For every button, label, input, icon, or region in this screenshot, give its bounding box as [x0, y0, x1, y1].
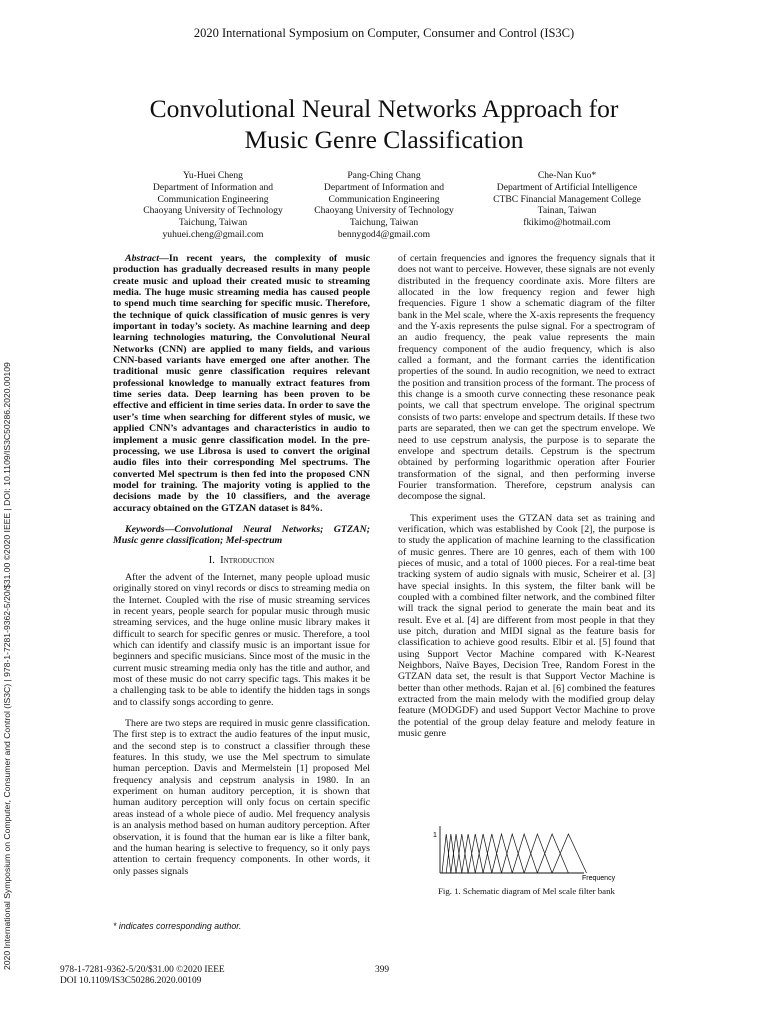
paper-title: [84, 93, 684, 155]
mel-filter-triangle: [475, 834, 492, 873]
keywords: Keywords—Convolutional Neural Networks; GTZAN; Music genre classification; Mel-spectrum: [113, 523, 370, 547]
author-affiliation: Department of Information and: [323, 181, 445, 193]
author-city: Tainan, Taiwan: [537, 205, 597, 217]
author-block-3: [447, 170, 687, 229]
footnote: * indicates corresponding author.: [113, 921, 242, 931]
abstract-text: —In recent years, the complexity of music production has gradually decreased results in many people create music and upload their created music to streaming media. The huge music streaming media has caused people to spend much time searching for specific music. Therefore, the technique of quick classification of music genres is very important in today’s society. As machine learning and deep learning technologies maturing, the Convolutional Neural Networks (CNN) are applied to many fields, and various CNN-based variants have emerged one after another. The traditional music genre classification requires relevant professional knowledge to manually extract features from time series data. Deep learning has been proven to be effective and efficient in time series data. In order to save the user’s time when searching for different styles of music, we applied CNN’s advantages and characteristics in audio to implement a music genre classification model. In the pre-processing, we use Librosa is used to convert the original audio files into their corresponding Mel spectrums. The converted Mel spectrum is then fed into the proposed CNN model for training. The majority voting is applied to the decisions made by the 10 classifiers, and the average accuracy obtained on the GTZAN dataset is 84%.: [113, 253, 370, 514]
section-number: I.: [208, 554, 215, 566]
mel-filter-triangle: [537, 834, 568, 873]
author-affiliation: Department of Information and: [152, 181, 274, 193]
right-paragraph-2: This experiment uses the GTZAN data set as training and verification, which was established by Cook [2], the purpose is to study the application of machine learning to the classification of music genres. There are 10 genres, each of them with 100 pieces of music, and a total of 1000 pieces. For a real-time beat tracking system of audio signals with music, Scheirer et al. [3] have special insights. In this system, the filter bank will be coupled with a combined filter network, and the combined filter will track the signal period to generate the main beat and its result. Eve et al. [4] are different from most people in that they use pitch, duration and MIDI signal as the feature basis for classification to achieve good results. Elbir et al. [5] found that using Support Vector Machine compared with K-Nearest Neighbors, Naïve Bayes, Decision Tree, Random Forest in the GTZAN data set, the result is that Support Vector Machine is better than other methods. Rajan et al. [6] combined the features extracted from the main melody with the modified group delay feature (MODGDF) and used Support Vector Machine to prove the potential of the group delay feature and melody feature in music genre: [398, 512, 655, 740]
mel-filter-bank-figure: [432, 822, 622, 888]
author-city: Taichung, Taiwan: [178, 217, 248, 229]
sidebar-doi-strip: 2020 International Symposium on Computer, Consumer and Control (IS3C) | 978-1-7281-9362-5/20/$31.00 ©2020 IEEE | DOI: 10.1109/IS3C50286.2020.00109: [2, 362, 12, 970]
author-name: Yu-Huei Cheng: [183, 170, 243, 181]
author-affiliation: Communication Engineering: [328, 193, 440, 205]
right-column: [398, 253, 655, 739]
conference-header: 2020 International Symposium on Computer, Consumer and Control (IS3C): [193, 26, 575, 40]
triangular-filters: [442, 834, 587, 873]
author-affiliation: Chaoyang University of Technology: [314, 205, 454, 217]
mel-filter-triangle: [524, 834, 552, 873]
author-affiliation: Communication Engineering: [157, 193, 269, 205]
section-heading-introduction: [113, 555, 370, 566]
mel-filter-triangle: [451, 834, 462, 873]
mel-filter-triangle: [468, 834, 483, 873]
mel-filter-triangle: [552, 834, 586, 873]
author-affiliation: Chaoyang University of Technology: [143, 205, 283, 217]
mel-filter-triangle: [456, 834, 468, 873]
figure-caption: Fig. 1. Schematic diagram of Mel scale filter bank: [438, 886, 615, 896]
title-line-2: Music Genre Classification: [244, 125, 524, 154]
author-city: Taichung, Taiwan: [349, 217, 419, 229]
mel-filter-triangle: [446, 834, 456, 873]
author-affiliation: CTBC Financial Management College: [493, 193, 641, 205]
author-affiliation: Department of Artificial Intelligence: [496, 181, 638, 193]
intro-paragraph-2: There are two steps are required in music genre classification. The first step is to extract the audio features of the input music, and the second step is to construct a classifier through these features. In this study, we use the Mel spectrum to simulate human perception. Davis and Mermelstein [1] proposed Mel frequency analysis and cepstrum analysis in 1980. In an experiment on human auditory perception, it is shown that human auditory perception will only focus on certain specific areas instead of a whole piece of audio. Mel frequency analysis is an analysis method based on human auditory perception. After observation, it is found that the human ear is like a filter bank, and the human hearing is selective to frequency, so it only pays attention to certain frequency components. In other words, it only passes signals: [113, 718, 370, 877]
abstract-label: Abstract: [125, 253, 160, 264]
author-email[interactable]: bennygod4@gmail.com: [337, 228, 431, 240]
title-line-1: Convolutional Neural Networks Approach for: [149, 94, 619, 123]
section-title: Introduction: [220, 554, 275, 566]
figure-x-axis-label: Frequency: [582, 875, 616, 882]
mel-filter-triangle: [442, 834, 451, 873]
mel-filter-triangle: [492, 834, 512, 873]
footer-isbn: 978-1-7281-9362-5/20/$31.00 ©2020 IEEE: [60, 965, 225, 975]
figure-y-tick-label: 1: [433, 832, 437, 839]
mel-filter-triangle: [501, 834, 524, 873]
author-email[interactable]: yuhuei.cheng@gmail.com: [162, 228, 264, 240]
page-number: 399: [375, 965, 390, 975]
abstract: [113, 253, 370, 514]
footer-doi: DOI 10.1109/IS3C50286.2020.00109: [60, 976, 202, 986]
author-name: Pang-Ching Chang: [347, 170, 421, 181]
intro-paragraph-1: After the advent of the Internet, many people upload music originally stored on vinyl records or discs to streaming media on the Internet. Coupled with the rise of music streaming services in recent years, people search for popular music through music streaming services, and the huge online music library makes it difficult to search for specific genres or music. Therefore, a tool which can identify and classify music is an important issue for beginners and specific musicians. Since most of the music in the current music streaming media only has the title and author, and most of these music do not carry specific tags. This makes it be a challenging task to be able to identify the hidden tags in songs and to classify songs according to genre.: [113, 571, 370, 708]
footer-copyright: [60, 965, 225, 987]
mel-filter-triangle: [462, 834, 475, 873]
mel-filter-triangle: [483, 834, 501, 873]
right-paragraph-1: of certain frequencies and ignores the frequency signals that it does not want to perceive. However, these signals are not evenly distributed in the frequency coordinate axis. More filters are allocated in the low frequency region and fewer high frequencies. Figure 1 show a schematic diagram of the filter bank in the Mel scale, where the X-axis represents the frequency and the Y-axis represents the pulse signal. For a spectrogram of an audio frequency, the peak value represents the main frequency component of the audio frequency, which is also called a formant, and the formant carries the identification properties of the sound. In audio recognition, we need to extract the position and transition process of the formant. The process of this change is a smooth curve connecting these resonance peak points, we call that spectrum envelope. The original spectrum consists of two parts: envelope and spectrum details. If these two parts are separated, then we can get the spectrum envelope. We need to use cepstrum analysis, the purpose is to separate the envelope and spectrum details. Cepstrum is the spectrum obtained by performing logarithmic operation after Fourier transformation of the signal, and then performing inverse Fourier transformation. Therefore, cepstrum analysis can decompose the signal.: [398, 253, 655, 503]
author-name: Che-Nan Kuo*: [537, 170, 597, 181]
author-email[interactable]: fkikimo@hotmail.com: [523, 217, 611, 229]
mel-filter-triangle: [512, 834, 537, 873]
left-column: [113, 253, 370, 877]
